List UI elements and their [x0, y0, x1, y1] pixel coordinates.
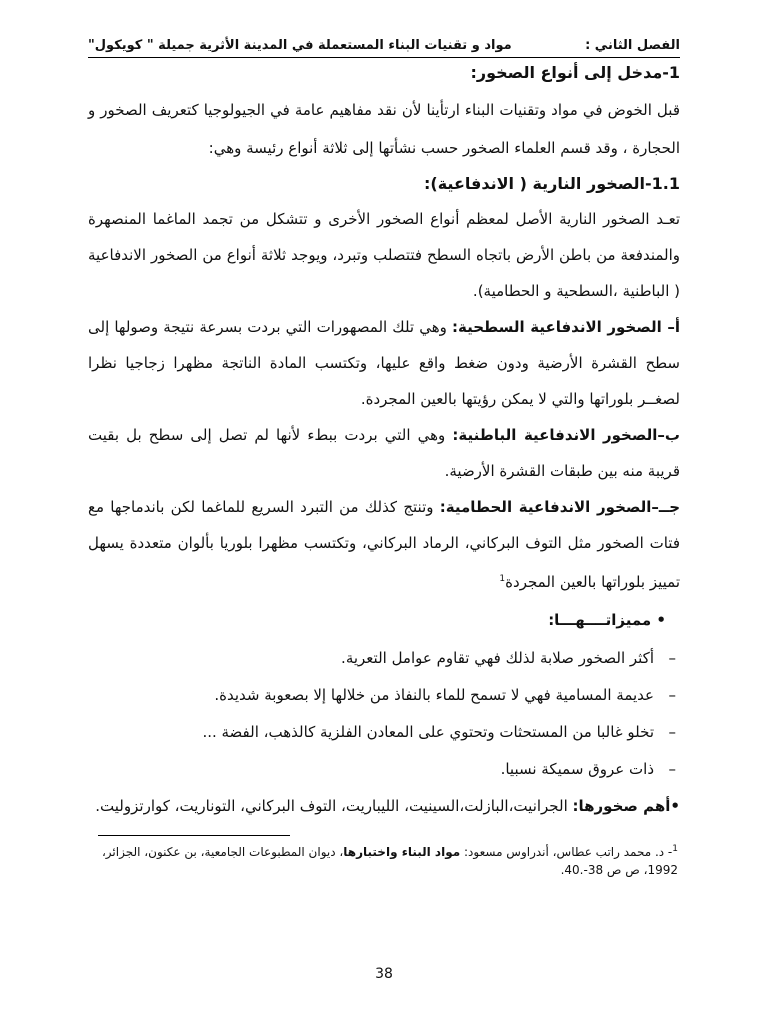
main-rocks-label: •أهم صخورها:: [572, 797, 680, 815]
footnote-reference[interactable]: 1: [499, 574, 506, 584]
footnote-separator: [98, 835, 290, 836]
type-surface-text: وهي تلك المصهورات التي بردت بسرعة نتيجة وصولها إلى سطح القشرة الأرضية ودون ضغط واقع عليها، وتكتسب المادة الناتجة مظهرا زجاجيا نظرا لصغــر بلوراتها والتي لا يمكن رؤيتها بالعين المجردة.: [88, 318, 680, 408]
features-list: [88, 640, 680, 788]
footnote-mark: 1: [672, 844, 678, 854]
running-header: [88, 38, 680, 58]
type-pyroclastic-label: جــ–الصخور الاندفاعية الحطامية:: [439, 498, 680, 516]
footnote-book-title: مواد البناء واختبارها: [343, 845, 461, 859]
list-item: – أكثر الصخور صلابة لذلك فهي تقاوم عوامل التعرية.: [88, 640, 680, 677]
type-surface-label: أ– الصخور الاندفاعية السطحية:: [452, 318, 680, 336]
type-plutonic-label: ب–الصخور الاندفاعية الباطنية:: [452, 426, 680, 444]
footnote: [88, 840, 680, 879]
main-rocks-text: الجرانيت،البازلت،السينيت، الليباريت، التوف البركاني، التوناريت، كوارتزوليت.: [95, 797, 573, 815]
section-heading-igneous-rocks: 1.1-الصخور النارية ( الاندفاعية):: [424, 174, 680, 193]
type-plutonic-text: وهي التي بردت ببطء لأنها لم تصل إلى سطح بل بقيت قريبة منه بين طبقات القشرة الأرضية.: [88, 426, 680, 480]
header-chapter: الفصل الثاني :: [585, 38, 680, 53]
section-heading-rock-types: 1-مدخل إلى أنواع الصخور:: [470, 63, 680, 82]
intro-paragraph: قبل الخوض في مواد وتقنيات البناء ارتأينا لأن نقد مفاهيم عامة في الجيولوجيا كتعريف الصخور و الحجارة ، وقد قسم العلماء الصخور حسب نشأتها إلى ثلاثة أنواع رئيسة وهي:: [88, 101, 680, 157]
page-number: 38: [375, 966, 393, 982]
header-title: مواد و تقنيات البناء المستعملة في المدينة الأثرية جميلة " كويكول": [88, 38, 512, 53]
list-item: – عديمة المسامية فهي لا تسمح للماء بالنفاذ من خلالها إلا بصعوبة شديدة.: [88, 677, 680, 714]
list-item: – تخلو غالبا من المستحثات وتحتوي على المعادن الفلزية كالذهب، الفضة ...: [88, 714, 680, 751]
footnote-authors: - د. محمد راتب عطاس، أندراوس مسعود:: [460, 845, 673, 859]
type-surface-paragraph: [88, 309, 680, 417]
list-item: – ذات عروق سميكة نسبيا.: [88, 751, 680, 788]
type-plutonic-paragraph: [88, 417, 680, 489]
footnote-details: ، ديوان المطبوعات الجامعية، بن عكنون، الجزائر، 1992، ص ص 38-.40.: [101, 845, 678, 877]
type-pyroclastic-text: وتنتج كذلك من التبرد السريع للماغما لكن باندماجها مع فتات الصخور مثل التوف البركاني، الرماد البركاني، وتكتسب مظهرا بلوريا بألوان متعددة يسهل تمييز بلوراتها بالعين المجردة: [88, 498, 680, 591]
main-rocks-paragraph: [88, 788, 680, 825]
igneous-paragraph: تعـد الصخور النارية الأصل لمعظم أنواع الصخور الأخرى و تتشكل من تجمد الماغما المنصهرة والمندفعة من باطن الأرض باتجاه السطح فتتصلب وتبرد، ويوجد ثلاثة أنواع من الصخور الاندفاعية ( الباطنية ،السطحية و الحطامية).: [88, 210, 680, 300]
document-page: [88, 38, 680, 879]
features-title: • مميزاتــــهـــا:: [548, 611, 666, 629]
type-pyroclastic-paragraph: [88, 489, 680, 600]
